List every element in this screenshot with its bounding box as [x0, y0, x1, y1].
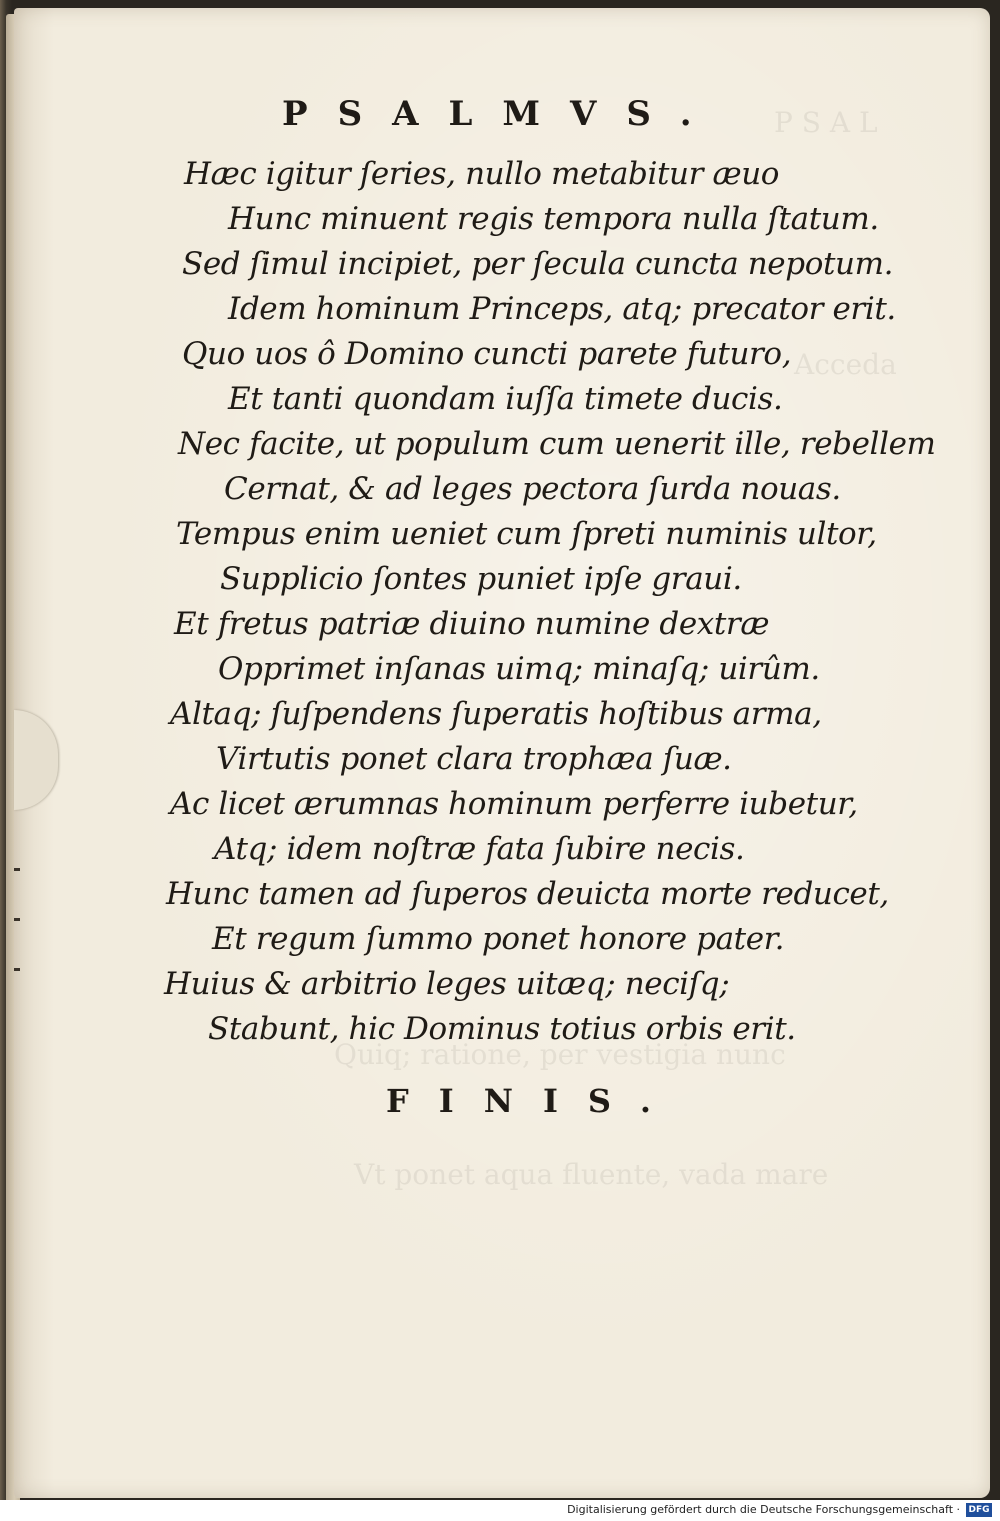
- verse-line: Stabunt, hic Dominus totius orbis erit.: [208, 1011, 796, 1047]
- verse-line: Hæc igitur ſeries, nullo metabitur æuo: [184, 156, 780, 192]
- verse-line: Idem hominum Princeps, atq; precator erit.: [228, 291, 896, 327]
- verse-line: Ac licet ærumnas hominum perferre iubetur,: [170, 786, 858, 822]
- footer-credit: Digitalisierung gefördert durch die Deutsche Forschungsgemeinschaft ·: [567, 1503, 960, 1516]
- verse-line: Et tanti quondam iuſſa timete ducis.: [228, 381, 783, 417]
- verse-line: Altaq; ſuſpendens ſuperatis hoſtibus arma,: [170, 696, 822, 732]
- verse-line: Hunc tamen ad ſuperos deuicta morte reducet,: [166, 876, 889, 912]
- verse-line: Nec facite, ut populum cum uenerit ille, rebellem: [178, 426, 936, 462]
- verse-line: Opprimet inſanas uimq; minaſq; uirûm.: [218, 651, 820, 687]
- verse-line: Cernat, & ad leges pectora ſurda nouas.: [224, 471, 841, 507]
- running-head: PSALMVS.: [282, 94, 722, 134]
- verse-line: Huius & arbitrio leges uitæq; neciſq;: [164, 966, 730, 1002]
- show-through-text: Acceda: [794, 348, 897, 381]
- side-marks: [14, 868, 22, 988]
- verse-line: Quo uos ô Domino cuncti parete futuro,: [182, 336, 792, 372]
- footer-bar: [0, 1500, 1000, 1521]
- show-through-text: Vt ponet aqua fluente, vada mare: [354, 1158, 829, 1191]
- book-page: [14, 8, 990, 1498]
- show-through-text: P S A L: [774, 106, 878, 139]
- finis: FINIS.: [386, 1082, 682, 1120]
- verse-line: Et fretus patriæ diuino numine dextræ: [174, 606, 770, 642]
- verse-line: Supplicio ſontes puniet ipſe graui.: [220, 561, 742, 597]
- verse-line: Virtutis ponet clara trophæa ſuæ.: [216, 741, 732, 777]
- verse-line: Et regum ſummo ponet honore pater.: [212, 921, 785, 957]
- verse-line: Tempus enim ueniet cum ſpreti numinis ultor,: [176, 516, 877, 552]
- page-curl: [14, 710, 58, 810]
- verse-line: Hunc minuent regis tempora nulla ſtatum.: [228, 201, 879, 237]
- dfg-logo: DFG: [966, 1503, 992, 1517]
- show-through-text: Quiq; ratione, per vestigia nunc: [334, 1038, 786, 1071]
- verse-line: Sed ſimul incipiet, per ſecula cuncta nepotum.: [182, 246, 894, 282]
- verse-line: Atq; idem noſtræ fata ſubire necis.: [214, 831, 745, 867]
